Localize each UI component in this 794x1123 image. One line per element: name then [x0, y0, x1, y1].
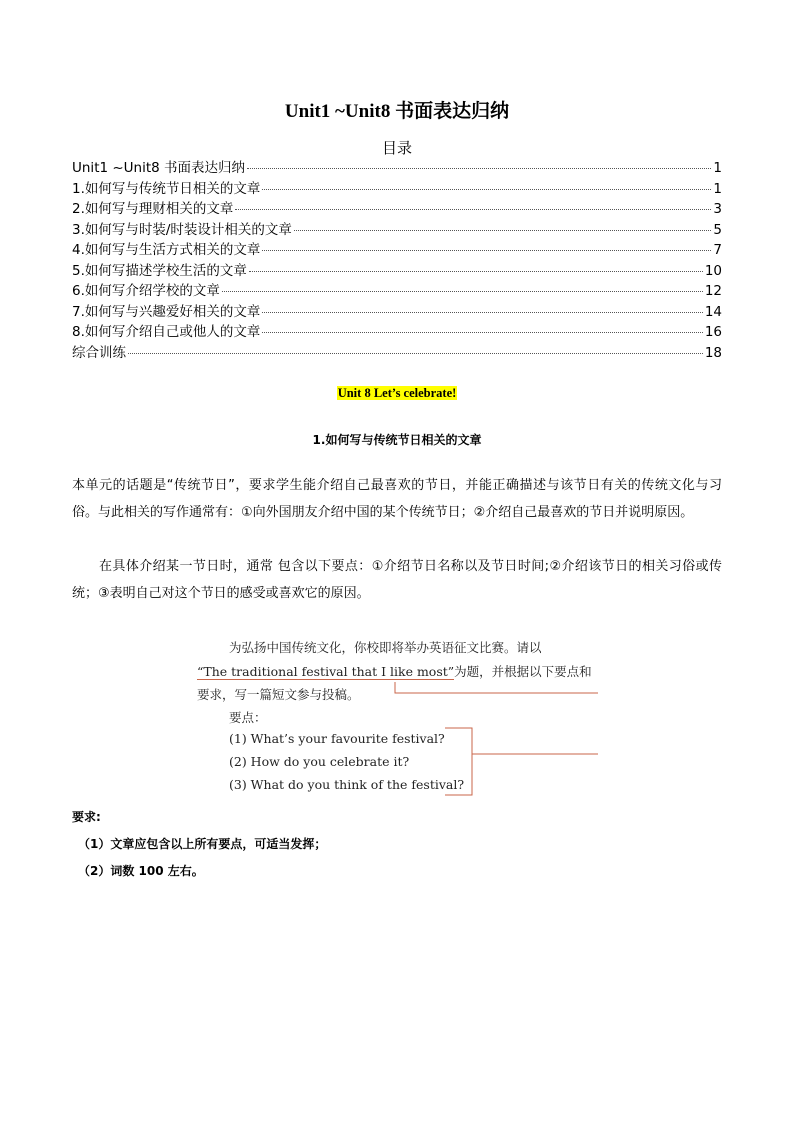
requirement-item: （2）词数 100 左右。 [78, 864, 204, 878]
toc-entry-text: 6.如何写介绍学校的文章 [72, 283, 220, 299]
essay-title-quote: “The traditional festival that I like most” [197, 664, 455, 679]
document-title: Unit1 ~Unit8 书面表达归纳 [284, 101, 510, 122]
toc-leader-dots [222, 290, 703, 292]
toc-entry-text: Unit1 ~Unit8 书面表达归纳 [72, 160, 246, 176]
toc-page-number: 14 [704, 303, 722, 320]
toc-entry[interactable] [72, 158, 722, 179]
points-label: 要点： [229, 710, 267, 725]
toc-leader-dots [128, 352, 703, 354]
toc-entry-text: 4.如何写与生活方式相关的文章 [72, 242, 261, 258]
detail-paragraph: 在具体介绍某一节日时，通常 包含以下要点：①介绍节日名称以及节日时间;②介绍该节日的相关习俗或传统；③表明自己对这个节日的感受或喜欢它的原因。 [72, 559, 722, 601]
task-instruction-text: 为题，并根据以下要点和 [454, 664, 592, 679]
toc-entry[interactable] [72, 343, 722, 364]
toc-entry-text: 2.如何写与理财相关的文章 [72, 201, 234, 217]
toc-page-number: 18 [704, 344, 722, 361]
toc-page-number: 1 [713, 180, 722, 197]
toc-entry[interactable] [72, 302, 722, 323]
toc-page-number: 16 [704, 324, 722, 340]
unit-title-highlight: Unit 8 Let’s celebrate! [337, 386, 457, 400]
toc-entry[interactable] [72, 199, 722, 220]
toc-entry[interactable] [72, 261, 722, 282]
task-point: (3) What do you think of the festival? [229, 777, 465, 792]
toc-page-number: 5 [713, 221, 722, 238]
task-instruction-line: 为弘扬中国传统文化，你校即将举办英语征文比赛。请以 [229, 640, 542, 655]
toc-leader-dots [294, 229, 711, 231]
toc-leader-dots [262, 249, 711, 251]
toc-leader-dots [247, 167, 711, 169]
toc-leader-dots [262, 311, 702, 313]
toc-entry-text: 综合训练 [72, 344, 126, 361]
toc-leader-dots [262, 331, 702, 333]
toc-page-number: 7 [713, 242, 722, 258]
toc-entry[interactable] [72, 240, 722, 261]
task-point: (2) How do you celebrate it? [229, 754, 410, 769]
toc-page-number: 10 [704, 262, 722, 279]
requirements-label: 要求: [72, 810, 101, 824]
unit-title [0, 386, 794, 401]
task-instruction-line [197, 662, 592, 680]
toc-entry[interactable] [72, 281, 722, 302]
toc-entry[interactable] [72, 322, 722, 343]
task-instruction-line: 要求，写一篇短文参与投稿。 [197, 687, 360, 702]
toc-page-number: 12 [704, 283, 722, 299]
toc-page-number: 1 [713, 160, 722, 176]
requirement-item: （1）文章应包含以上所有要点，可适当发挥； [78, 837, 327, 851]
toc-entry-text: 7.如何写与兴趣爱好相关的文章 [72, 303, 261, 320]
task-point: (1) What’s your favourite festival? [229, 731, 445, 746]
intro-paragraph: 本单元的话题是“传统节日”，要求学生能介绍自己最喜欢的节日，并能正确描述与该节日有关的传统文化与习俗。与此相关的写作通常有：①向外国朋友介绍中国的某个传统节日；②介绍自己最喜欢的节日并说明原因。 [72, 478, 722, 520]
toc-entry-text: 1.如何写与传统节日相关的文章 [72, 180, 261, 197]
writing-task-image [197, 632, 602, 800]
toc-entry-text: 3.如何写与时装/时装设计相关的文章 [72, 221, 292, 238]
toc-entry-text: 5.如何写描述学校生活的文章 [72, 262, 247, 279]
toc-leader-dots [235, 208, 711, 210]
toc-heading: 目录 [381, 139, 412, 157]
toc-entry[interactable] [72, 220, 722, 241]
table-of-contents [72, 158, 722, 363]
toc-leader-dots [262, 188, 711, 190]
section-title: 1.如何写与传统节日相关的文章 [312, 433, 482, 447]
toc-entry[interactable] [72, 179, 722, 200]
toc-entry-text: 8.如何写介绍自己或他人的文章 [72, 324, 261, 340]
toc-page-number: 3 [713, 201, 722, 217]
toc-leader-dots [249, 270, 703, 272]
